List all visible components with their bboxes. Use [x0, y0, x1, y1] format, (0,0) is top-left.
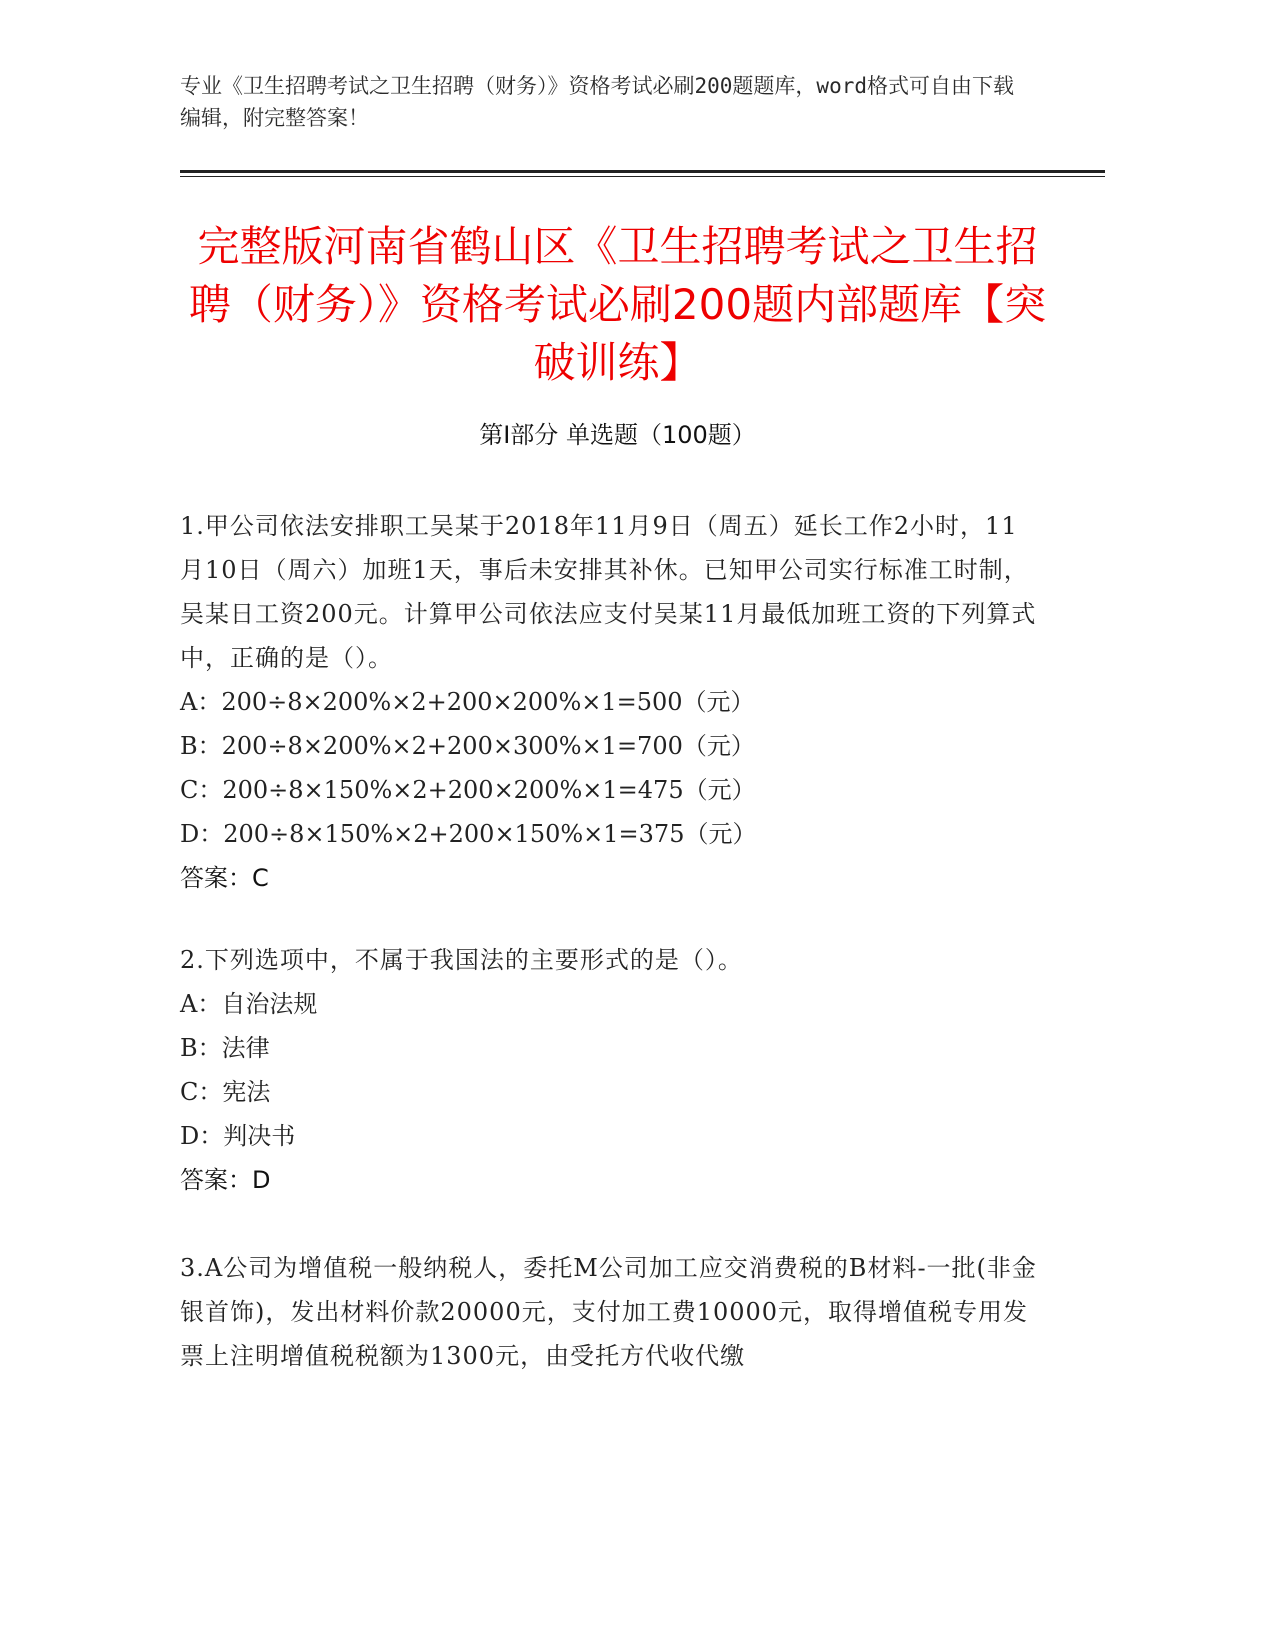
question-1: [180, 504, 1040, 900]
answer: 答案：C: [180, 864, 269, 892]
option-c: C：宪法: [180, 1078, 271, 1106]
option-c: C：200÷8×150%×2+200×200%×1=475（元）: [180, 776, 756, 804]
question-3: [180, 1246, 1040, 1378]
header-note: 专业《卫生招聘考试之卫生招聘（财务）》资格考试必刷200题题库，word格式可自由下载编辑，附完整答案！: [180, 74, 1014, 130]
option-d: D：判决书: [180, 1122, 296, 1150]
option-d: D：200÷8×150%×2+200×150%×1=375（元）: [180, 820, 757, 848]
option-a: A：200÷8×200%×2+200×200%×1=500（元）: [180, 688, 755, 716]
question-2: [180, 938, 1040, 1202]
section-heading: 第Ⅰ部分 单选题（100题）: [479, 421, 756, 449]
option-a: A：自治法规: [180, 990, 318, 1018]
header-divider-thin: [180, 176, 1105, 177]
option-b: B：法律: [180, 1034, 270, 1062]
document-title: 完整版河南省鹤山区《卫生招聘考试之卫生招聘（财务）》资格考试必刷200题内部题库【突破训练】: [188, 222, 1047, 387]
header-divider-thick: [180, 170, 1105, 173]
question-stem: 2.下列选项中，不属于我国法的主要形式的是（）。: [180, 946, 743, 974]
option-b: B：200÷8×200%×2+200×300%×1=700（元）: [180, 732, 755, 760]
question-stem: 1.甲公司依法安排职工吴某于2018年11月9日（周五）延长工作2小时，11月10日（周六）加班1天，事后未安排其补休。已知甲公司实行标准工时制，吴某日工资200元。计算甲公司依法应支付吴某11月最低加班工资的下列算式中，正确的是（）。: [180, 512, 1037, 672]
question-stem: 3.A公司为增值税一般纳税人，委托M公司加工应交消费税的B材料-一批(非金银首饰)，发出材料价款20000元，支付加工费10000元，取得增值税专用发票上注明增值税税额为1300元，由受托方代收代缴: [180, 1254, 1037, 1370]
answer: 答案：D: [180, 1166, 271, 1194]
